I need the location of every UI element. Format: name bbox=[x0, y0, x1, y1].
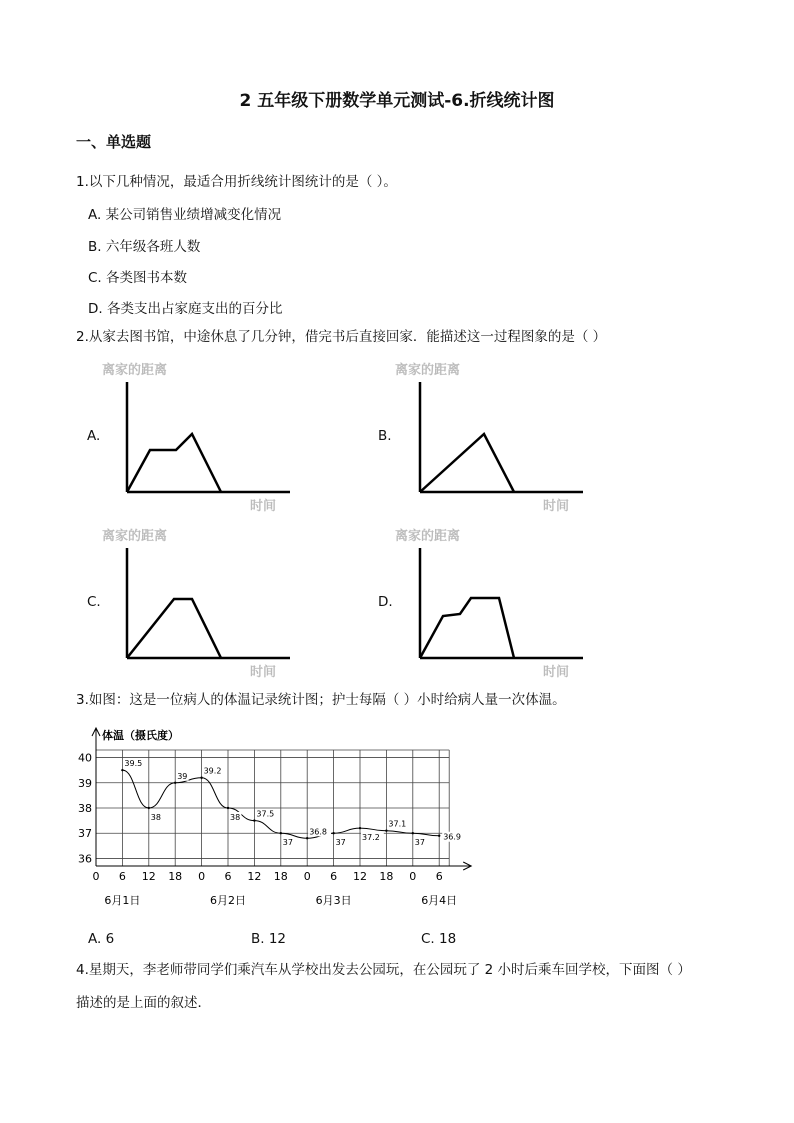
x-tick-label: 12 bbox=[247, 870, 262, 883]
x-tick-label: 18 bbox=[273, 870, 288, 883]
y-tick-label: 38 bbox=[78, 802, 92, 815]
graph-a-ylabel: 离家的距离 bbox=[102, 363, 168, 378]
day-label: 6月2日 bbox=[210, 894, 246, 907]
question-1-stem: 1.以下几种情况，最适合用折线统计图统计的是（ ）。 bbox=[76, 174, 397, 190]
question-2-option-b[interactable]: B. bbox=[378, 428, 392, 444]
x-tick-label: 18 bbox=[168, 870, 183, 883]
graph-a bbox=[100, 358, 300, 522]
data-label: 37.5 bbox=[256, 809, 275, 819]
data-label: 37 bbox=[282, 838, 293, 848]
x-tick-label: 0 bbox=[92, 870, 100, 883]
data-label: 39 bbox=[177, 771, 188, 781]
x-tick-label: 18 bbox=[379, 870, 394, 883]
temperature-point bbox=[253, 819, 255, 821]
question-3-option-a[interactable]: A. 6 bbox=[88, 931, 115, 947]
data-label: 36.8 bbox=[309, 827, 328, 837]
y-tick-label: 40 bbox=[78, 751, 92, 765]
temperature-point bbox=[174, 782, 176, 784]
data-label: 37 bbox=[335, 838, 346, 848]
data-label: 39.2 bbox=[203, 766, 222, 776]
question-2-option-c[interactable]: C. bbox=[87, 594, 101, 610]
graph-b-ylabel: 离家的距离 bbox=[395, 363, 461, 378]
x-tick-label: 0 bbox=[303, 870, 311, 883]
x-tick-label: 6 bbox=[435, 870, 443, 883]
question-1-option-d[interactable]: D. 各类支出占家庭支出的百分比 bbox=[88, 301, 283, 317]
y-tick-label: 39 bbox=[78, 776, 92, 790]
question-2-option-a[interactable]: A. bbox=[87, 428, 101, 444]
temperature-point bbox=[359, 827, 361, 829]
temperature-point bbox=[200, 777, 202, 779]
temperature-point bbox=[438, 835, 440, 837]
x-tick-label: 12 bbox=[141, 870, 156, 883]
graph-c-line bbox=[127, 599, 221, 658]
graph-d-line bbox=[420, 598, 514, 658]
graph-a-xlabel: 时间 bbox=[250, 499, 277, 514]
temperature-point bbox=[412, 832, 414, 834]
question-1-option-b[interactable]: B. 六年级各班人数 bbox=[88, 239, 201, 255]
day-label: 6月1日 bbox=[104, 894, 141, 907]
page-title: 2 五年级下册数学单元测试-6.折线统计图 bbox=[239, 91, 555, 111]
graph-b-line bbox=[420, 434, 514, 492]
y-tick-label: 36 bbox=[78, 852, 92, 866]
graph-a-line bbox=[127, 434, 221, 492]
y-tick-label: 37 bbox=[78, 827, 92, 841]
temperature-point bbox=[227, 807, 229, 809]
graph-c-ylabel: 离家的距离 bbox=[102, 529, 168, 544]
graph-c-xlabel: 时间 bbox=[250, 665, 277, 680]
graph-d-ylabel: 离家的距离 bbox=[395, 529, 461, 544]
temperature-point bbox=[332, 832, 334, 834]
question-4-stem-line1: 4.星期天，李老师带同学们乘汽车从学校出发去公园玩，在公园玩了 2 小时后乘车回学校，下面图（ ） bbox=[76, 962, 691, 978]
graph-b bbox=[393, 358, 593, 522]
temperature-chart bbox=[76, 722, 476, 912]
x-tick-label: 12 bbox=[353, 870, 367, 883]
x-tick-label: 6 bbox=[330, 870, 338, 883]
data-label: 38 bbox=[150, 813, 161, 822]
temperature-point bbox=[385, 829, 387, 831]
question-2-stem: 2.从家去图书馆，中途休息了几分钟，借完书后直接回家．能描述这一过程图象的是（ ） bbox=[76, 329, 607, 345]
data-label: 39.5 bbox=[124, 759, 143, 769]
data-label: 36.9 bbox=[443, 832, 462, 842]
question-2-option-d[interactable]: D. bbox=[378, 594, 393, 610]
graph-d-xlabel: 时间 bbox=[543, 665, 570, 680]
question-4-stem-line2: 描述的是上面的叙述． bbox=[76, 995, 211, 1011]
temperature-point bbox=[306, 837, 308, 839]
question-3-option-c[interactable]: C. 18 bbox=[421, 931, 457, 947]
data-label: 37 bbox=[414, 838, 425, 848]
temperature-point bbox=[148, 807, 150, 809]
question-3-stem: 3.如图：这是一位病人的体温记录统计图；护士每隔（ ）小时给病人量一次体温。 bbox=[76, 692, 566, 708]
graph-d bbox=[393, 524, 593, 688]
temperature-chart-svg bbox=[76, 722, 476, 908]
data-label: 37.1 bbox=[388, 819, 407, 829]
question-1-option-c[interactable]: C. 各类图书本数 bbox=[88, 270, 188, 286]
x-tick-label: 0 bbox=[198, 870, 206, 883]
x-tick-label: 0 bbox=[409, 870, 417, 883]
data-label: 37.2 bbox=[362, 833, 380, 843]
graph-c bbox=[100, 524, 300, 688]
question-3-option-b[interactable]: B. 12 bbox=[251, 931, 287, 947]
temperature-point bbox=[280, 832, 282, 834]
x-tick-label: 6 bbox=[118, 870, 126, 883]
question-1-option-a[interactable]: A. 某公司销售业绩增减变化情况 bbox=[88, 207, 282, 223]
y-axis-label: 体温（摄氏度） bbox=[102, 729, 179, 742]
day-label: 6月4日 bbox=[421, 894, 458, 907]
temperature-point bbox=[121, 769, 123, 771]
day-label: 6月3日 bbox=[315, 894, 352, 907]
graph-b-xlabel: 时间 bbox=[543, 499, 570, 514]
section-heading: 一、单选题 bbox=[76, 133, 152, 151]
data-label: 38 bbox=[230, 813, 241, 822]
x-tick-label: 6 bbox=[224, 870, 232, 883]
